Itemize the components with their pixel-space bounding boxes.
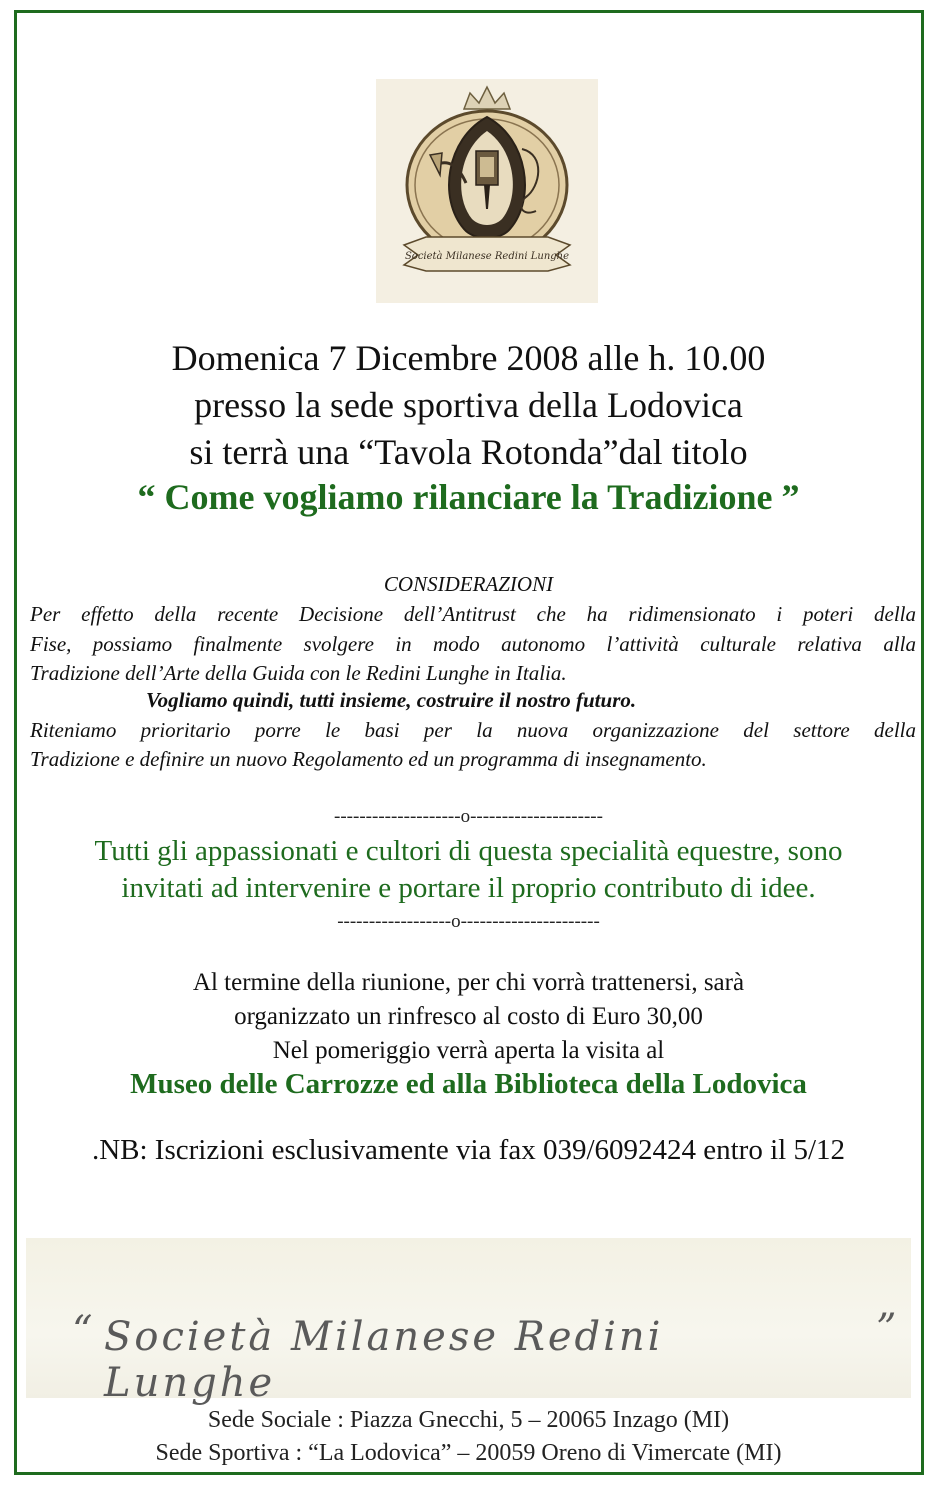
address-sede-sociale: Sede Sociale : Piazza Gnecchi, 5 – 20065 Inzago (MI) bbox=[207, 1407, 730, 1433]
logo-ribbon-text: Società Milanese Redini Lunghe bbox=[404, 251, 570, 262]
separator-top: --------------------o--------------------- bbox=[334, 806, 603, 827]
society-open-quote: “ bbox=[72, 1308, 96, 1354]
considerazioni-bold-line: Vogliamo quindi, tutti insieme, costruire il nostro futuro. bbox=[146, 688, 637, 712]
event-roundtable-line: si terrà una “Tavola Rotonda”dal titolo bbox=[189, 432, 748, 472]
address-sede-sportiva: Sede Sportiva : “La Lodovica” – 20059 Oreno di Vimercate (MI) bbox=[155, 1440, 782, 1466]
event-venue-line: presso la sede sportiva della Lodovica bbox=[194, 385, 743, 425]
event-title: “ Come vogliamo rilanciare la Tradizione ” bbox=[137, 477, 800, 517]
closing-line2: organizzato un rinfresco al costo di Euro 30,00 bbox=[234, 1003, 703, 1030]
separator-bottom: ------------------o---------------------- bbox=[337, 911, 600, 932]
nb-line: .NB: Iscrizioni esclusivamente via fax 039/6092424 entro il 5/12 bbox=[91, 1134, 846, 1166]
event-date-line: Domenica 7 Dicembre 2008 alle h. 10.00 bbox=[171, 338, 766, 378]
invite-line1: Tutti gli appassionati e cultori di questa specialità equestre, sono bbox=[94, 835, 843, 867]
society-close-quote: ” bbox=[876, 1306, 900, 1352]
considerazioni-p2-line2: Tradizione e definire un nuovo Regolamento ed un programma di insegnamento. bbox=[30, 747, 707, 771]
society-name-script: Società Milanese Redini Lunghe bbox=[104, 1314, 664, 1406]
society-logo bbox=[376, 79, 598, 303]
considerazioni-p1-line1: Per effetto della recente Decisione dell’Antitrust che ha ridimensionato i poteri della bbox=[30, 602, 916, 626]
crest-icon bbox=[376, 79, 598, 303]
considerazioni-p2-line1: Riteniamo prioritario porre le basi per la nuova organizzazione del settore della bbox=[30, 718, 916, 742]
considerazioni-p1-line3: Tradizione dell’Arte della Guida con le Redini Lunghe in Italia. bbox=[30, 661, 567, 685]
museo-line: Museo delle Carrozze ed alla Biblioteca della Lodovica bbox=[130, 1068, 807, 1100]
invite-line2: invitati ad intervenire e portare il proprio contributo di idee. bbox=[121, 872, 816, 904]
closing-line1: Al termine della riunione, per chi vorrà trattenersi, sarà bbox=[192, 969, 745, 996]
closing-line3: Nel pomeriggio verrà aperta la visita al bbox=[272, 1037, 665, 1064]
considerazioni-p1-line2: Fise, possiamo finalmente svolgere in modo autonomo l’attività culturale relativa alla bbox=[30, 632, 916, 656]
considerazioni-heading: CONSIDERAZIONI bbox=[383, 572, 554, 596]
